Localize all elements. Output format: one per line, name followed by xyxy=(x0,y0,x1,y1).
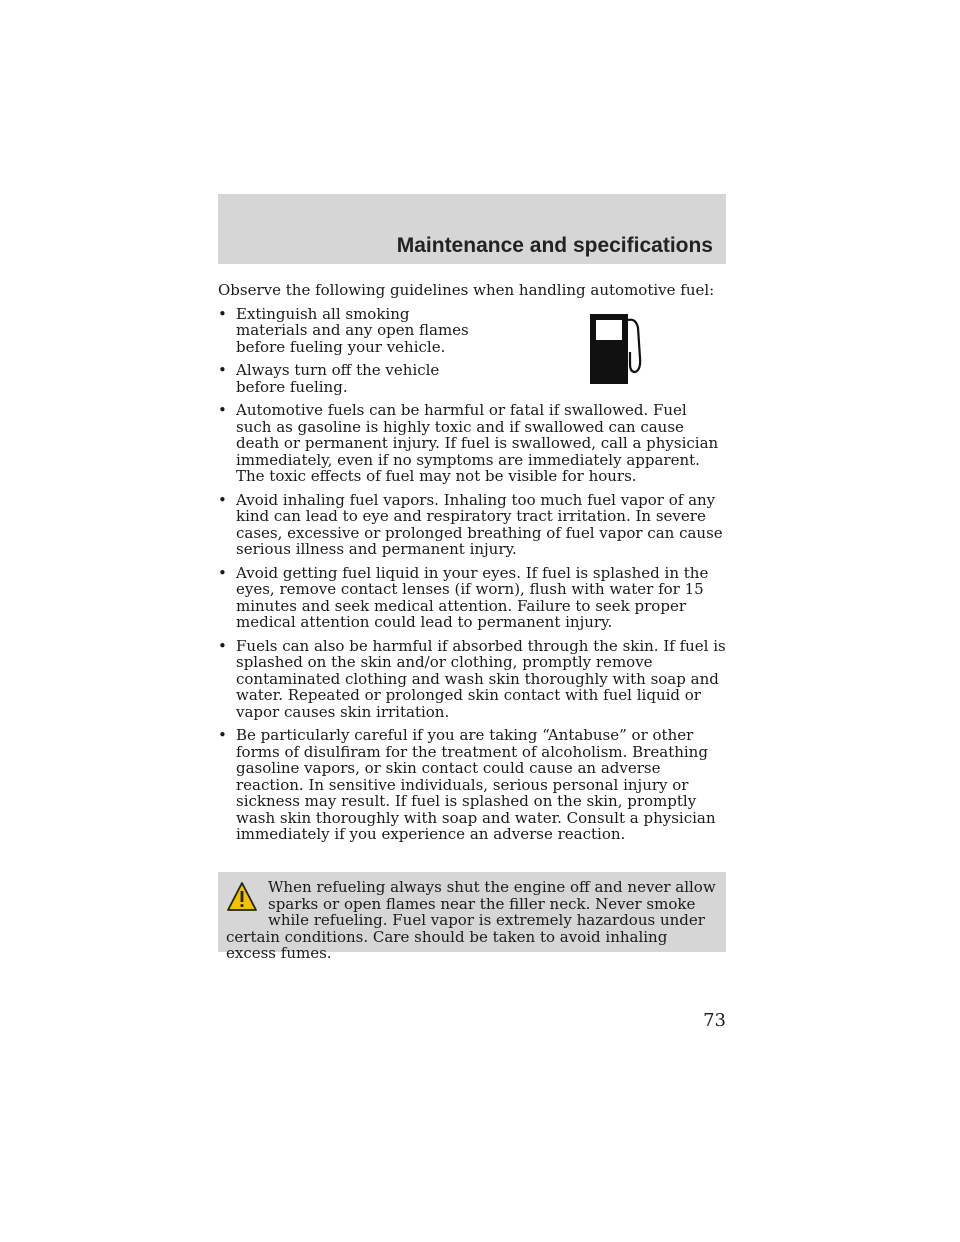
bullet-dot: • xyxy=(218,636,227,655)
bullet-dot: • xyxy=(218,563,227,582)
list-item-text: Always turn off the vehicle before fueling. xyxy=(236,361,440,396)
bullet-dot: • xyxy=(218,401,227,419)
bullet-dot: • xyxy=(218,490,227,509)
warning-box xyxy=(218,872,726,962)
bullet-dot: • xyxy=(218,726,227,744)
list-item-text: Avoid getting fuel liquid in your eyes. If fuel is splashed in the eyes, remove contact lenses (if worn), flush with water for 15 minutes and seek medical attention. Failure to seek proper medical attention could lead to permanent injury. xyxy=(236,563,709,631)
bullet-dot: • xyxy=(218,304,227,323)
list-item xyxy=(218,492,726,558)
list-item xyxy=(218,727,726,843)
list-item xyxy=(218,306,726,356)
list-item xyxy=(218,638,726,721)
warning-text: When refueling always shut the engine off and never allow sparks or open flames near the filler neck. Never smoke while refueling. Fuel vapor is extremely hazardous under certain conditions. Care should be taken to avoid inhaling excess fumes. xyxy=(226,878,716,962)
document-body xyxy=(218,282,726,850)
list-item-text: Automotive fuels can be harmful or fatal if swallowed. Fuel such as gasoline is highly toxic and if swallowed can cause death or permanent injury. If fuel is swallowed, call a physician immediately, even if no symptoms are immediately apparent. The toxic effects of fuel may not be visible for hours. xyxy=(236,401,719,485)
list-item-text: Avoid inhaling fuel vapors. Inhaling too much fuel vapor of any kind can lead to eye and respiratory tract irritation. In severe cases, excessive or prolonged breathing of fuel vapor can cause serious illness and permanent injury. xyxy=(236,490,723,558)
list-item-text: Extinguish all smoking materials and any open flames before fueling your vehicle. xyxy=(236,304,469,356)
list-item-text: Fuels can also be harmful if absorbed through the skin. If fuel is splashed on the skin and/or clothing, promptly remove contaminated clothing and wash skin thoroughly with soap and water. Repeated or prolonged skin contact with fuel liquid or vapor causes skin irritation. xyxy=(236,636,726,721)
bullet-dot: • xyxy=(218,361,227,379)
fuel-guidelines-list xyxy=(218,306,726,843)
section-title: Maintenance and specifications xyxy=(396,234,713,257)
list-item xyxy=(218,565,726,631)
page-number: 73 xyxy=(703,1010,726,1031)
list-item xyxy=(218,362,726,395)
intro-text: Observe the following guidelines when handling automotive fuel: xyxy=(218,281,715,299)
list-item xyxy=(218,402,726,485)
section-header xyxy=(218,194,726,264)
warning-triangle-icon xyxy=(226,881,258,913)
list-item-text: Be particularly careful if you are taking “Antabuse” or other forms of disulfiram for the treatment of alcoholism. Breathing gasoline vapors, or skin contact could cause an adverse reaction. In sensitive individuals, serious personal injury or sickness may result. If fuel is splashed on the skin, promptly wash skin thoroughly with soap and water. Consult a physician immediately if you experience an adverse reaction. xyxy=(236,726,716,843)
